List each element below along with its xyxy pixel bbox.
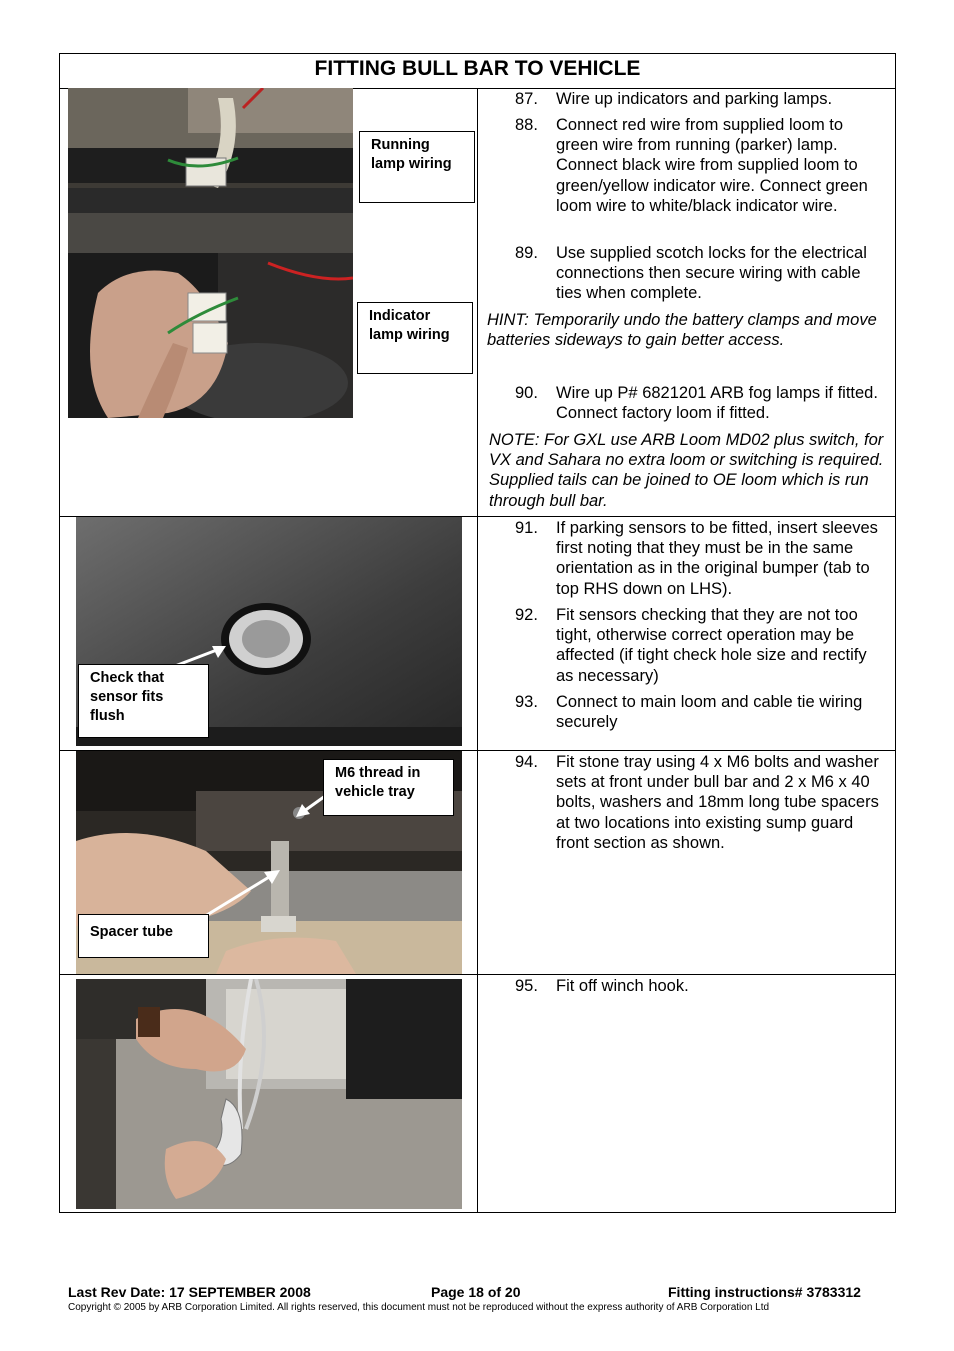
step-text: If parking sensors to be fitted, insert sleeves first noting that they must be in the same orientation as in the original bumper (tab to top RHS down on LHS).: [556, 519, 878, 598]
page-title: FITTING BULL BAR TO VEHICLE: [60, 54, 895, 89]
sensor-flush-callout: Check that sensor fits flush: [78, 664, 209, 738]
step-text: Wire up indicators and parking lamps.: [556, 90, 833, 108]
row-divider: [60, 974, 895, 975]
step-number: 92.: [515, 606, 538, 624]
step-number: 91.: [515, 519, 538, 537]
m6-thread-callout: M6 thread in vehicle tray: [323, 759, 454, 816]
footer-instructions-number: Fitting instructions# 3783312: [668, 1284, 861, 1300]
spacer-tube-arrow: [196, 864, 286, 924]
note-text: NOTE: For GXL use ARB Loom MD02 plus switch, for VX and Sahara no extra loom or switching is required. Supplied tails can be joined to OE loom which is run through bull bar.: [489, 431, 884, 510]
indicator-lamp-wiring-photo: [68, 253, 353, 418]
step-text: Fit stone tray using 4 x M6 bolts and washer sets at front under bull bar and 2 x M6 x 40 bolts, washers and 18mm long tube spacers at two locations into existing sump guard front section as shown.: [556, 753, 879, 852]
step-text: Connect red wire from supplied loom to green wire from running (parker) lamp. Connect black wire from supplied loom to green/yellow indicator wire. Connect green loom wire to white/black indicator wire.: [556, 116, 868, 215]
step-text: Fit off winch hook.: [556, 977, 689, 995]
step-number: 88.: [515, 116, 538, 134]
hint-text: HINT: Temporarily undo the battery clamps and move batteries sideways to gain better access.: [487, 311, 877, 350]
indicator-lamp-wiring-callout: Indicator lamp wiring: [357, 302, 473, 374]
step-text: Connect to main loom and cable tie wiring securely: [556, 693, 863, 732]
footer-rev-date: Last Rev Date: 17 SEPTEMBER 2008: [68, 1284, 311, 1300]
step-text: Fit sensors checking that they are not too tight, otherwise correct operation may be affected (if tight check hole size and rectify as necessary): [556, 606, 867, 685]
column-divider: [477, 89, 478, 1213]
step-text: Wire up P# 6821201 ARB fog lamps if fitted. Connect factory loom if fitted.: [556, 384, 878, 423]
running-lamp-wiring-callout: Running lamp wiring: [359, 131, 475, 203]
step-number: 90.: [515, 384, 538, 402]
step-text: Use supplied scotch locks for the electrical connections then secure wiring with cable ties when complete.: [556, 244, 867, 303]
footer-page-number: Page 18 of 20: [431, 1284, 521, 1300]
step-number: 94.: [515, 753, 538, 771]
winch-hook-photo: [76, 979, 462, 1209]
footer-copyright: Copyright © 2005 by ARB Corporation Limited. All rights reserved, this document must not be reproduced without the express authority of ARB Corporation Ltd: [68, 1302, 770, 1313]
running-lamp-wiring-photo: [68, 88, 353, 253]
step-number: 87.: [515, 90, 538, 108]
step-number: 93.: [515, 693, 538, 711]
step-number: 89.: [515, 244, 538, 262]
step-number: 95.: [515, 977, 538, 995]
spacer-tube-callout: Spacer tube: [78, 914, 209, 958]
